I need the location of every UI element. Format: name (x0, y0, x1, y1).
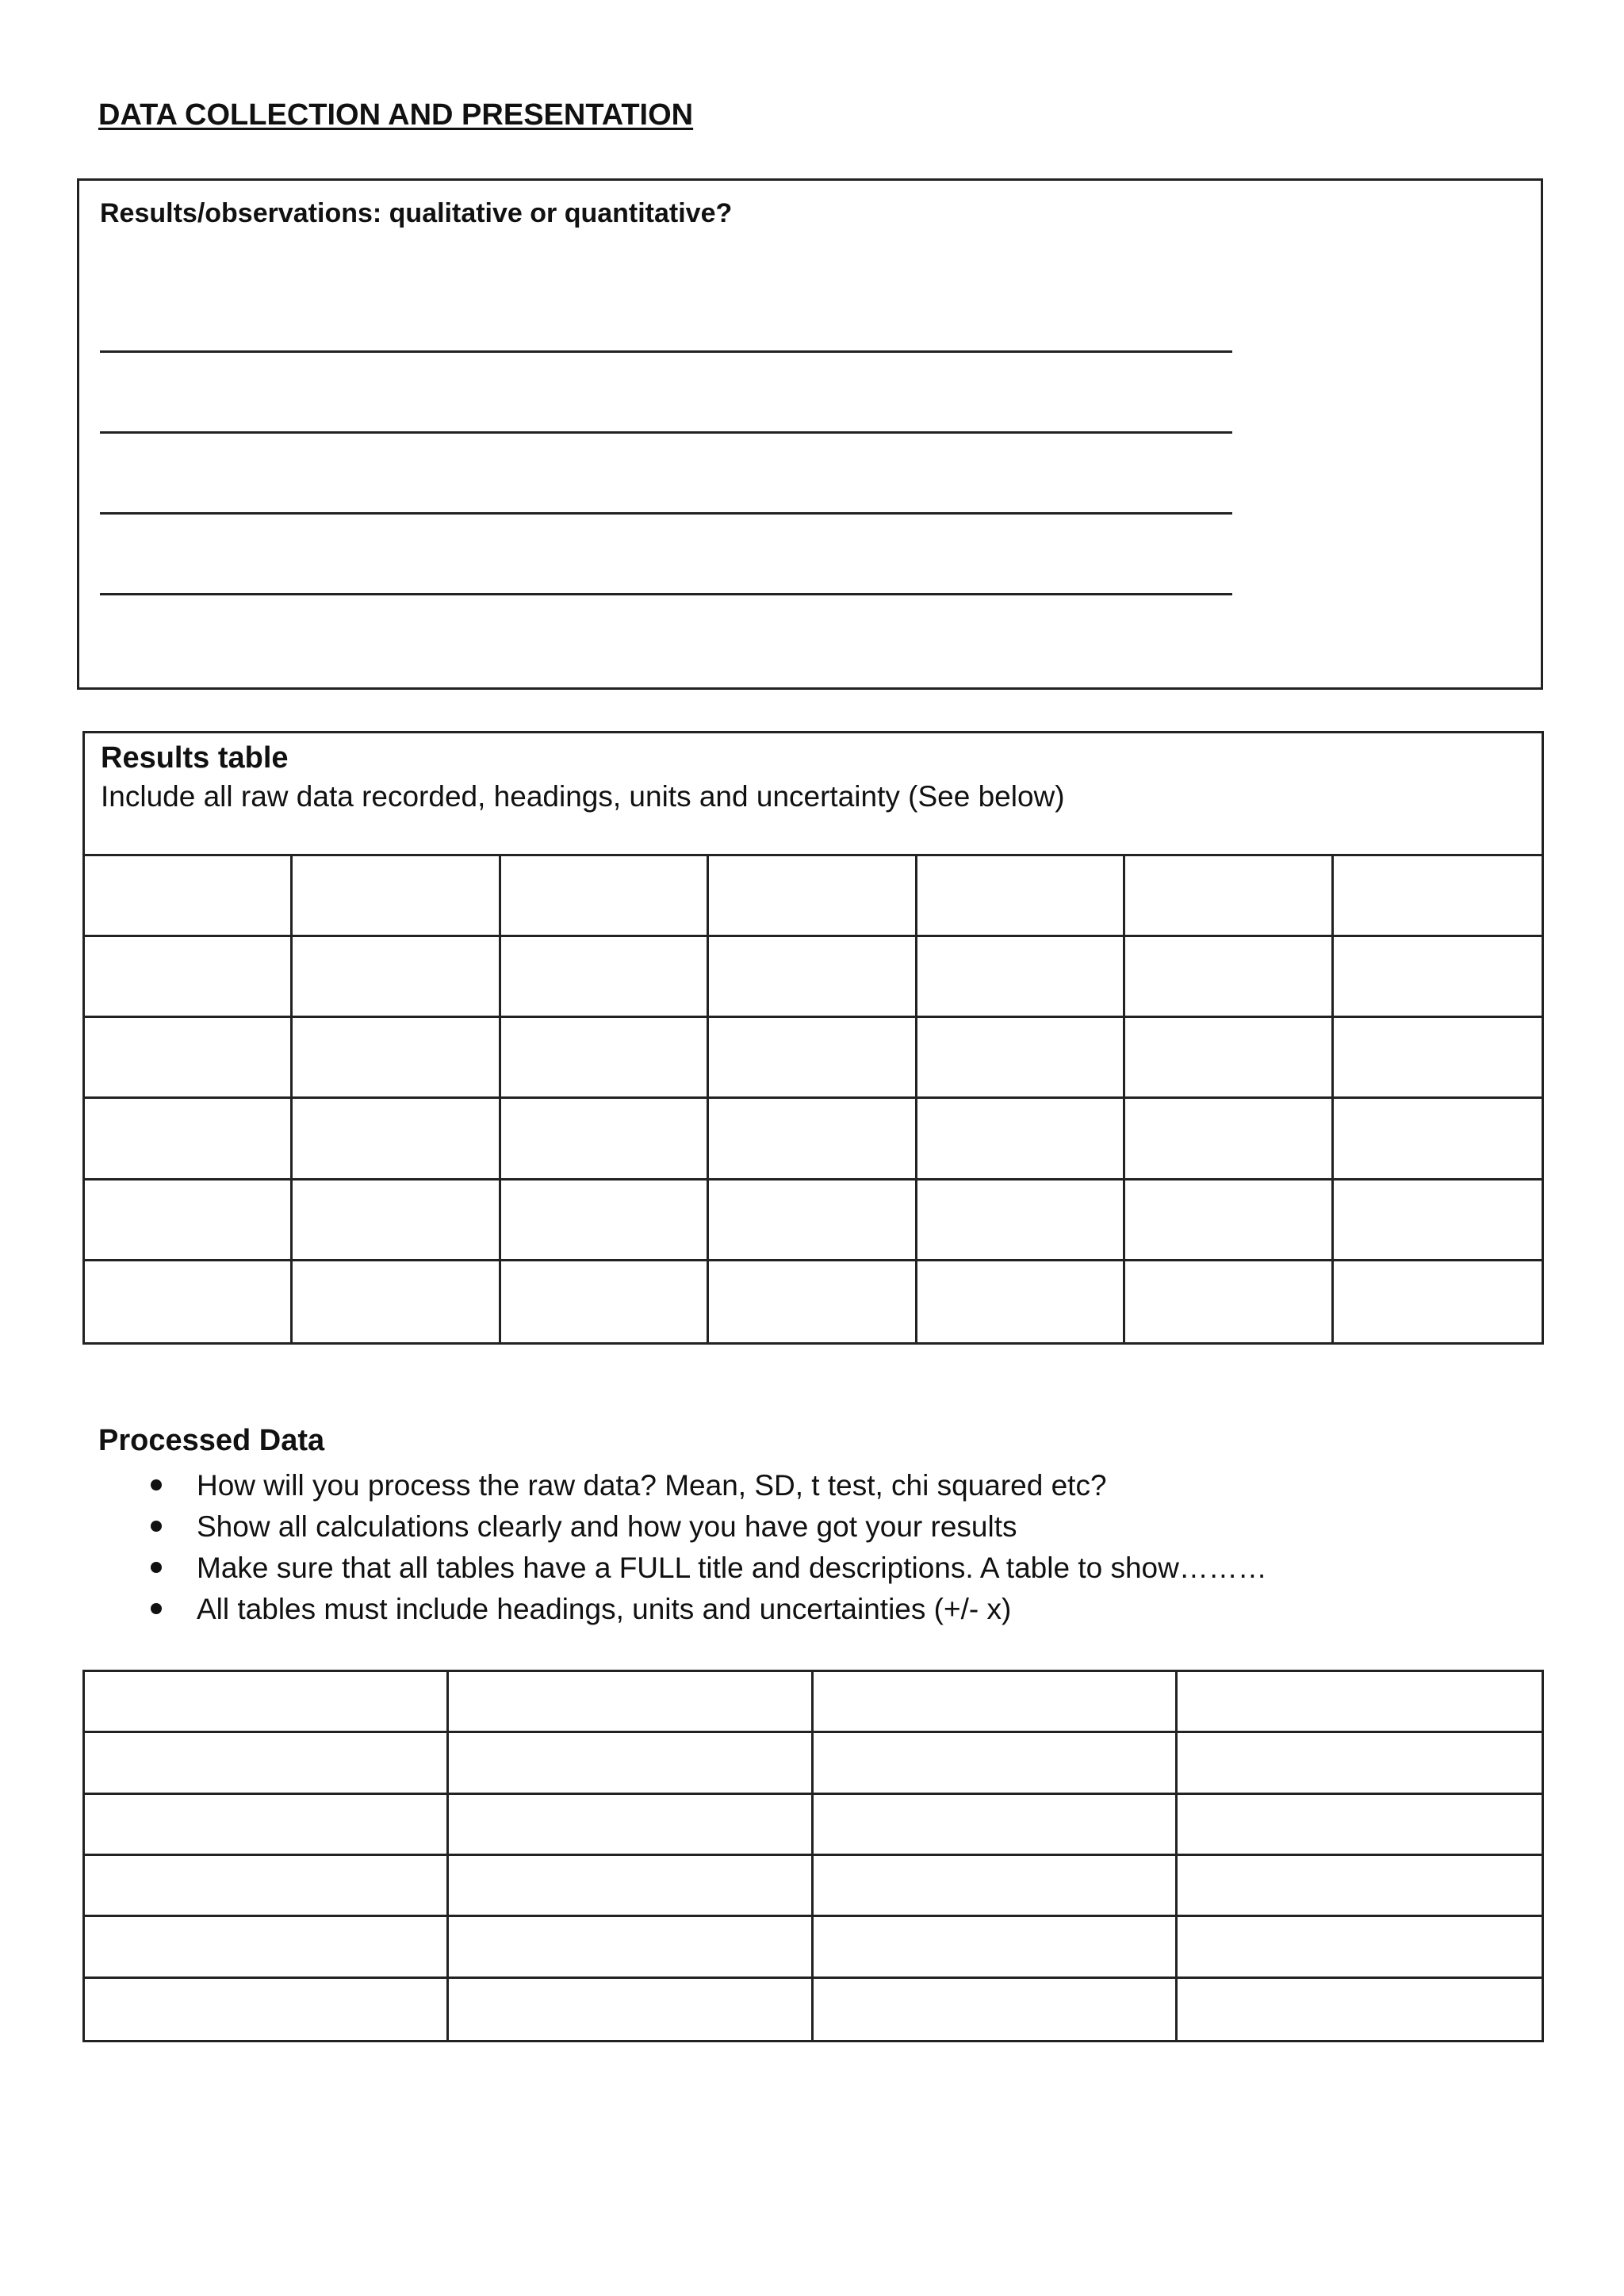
bullet-dot-icon (151, 1562, 162, 1573)
table-cell[interactable] (85, 1733, 449, 1794)
table-cell[interactable] (449, 1856, 813, 1917)
bullet-dot-icon (151, 1603, 162, 1614)
bullet-dot-icon (151, 1521, 162, 1532)
table-cell[interactable] (917, 937, 1125, 1018)
table-cell[interactable] (85, 1181, 293, 1261)
table-cell[interactable] (449, 1979, 813, 2040)
table-cell[interactable] (1178, 1979, 1542, 2040)
table-cell[interactable] (501, 856, 709, 937)
bullet-dot-icon (151, 1479, 162, 1490)
page-title: DATA COLLECTION AND PRESENTATION (98, 98, 694, 132)
table-cell[interactable] (1178, 1733, 1542, 1794)
table-cell[interactable] (814, 1979, 1178, 2040)
table-cell[interactable] (293, 1261, 500, 1342)
table-cell[interactable] (917, 1018, 1125, 1099)
table-cell[interactable] (85, 1261, 293, 1342)
table-cell[interactable] (814, 1856, 1178, 1917)
table-cell[interactable] (709, 937, 917, 1018)
table-cell[interactable] (709, 856, 917, 937)
bullet-text: All tables must include headings, units and uncertainties (+/- x) (197, 1593, 1012, 1625)
table-cell[interactable] (1334, 937, 1542, 1018)
table-cell[interactable] (917, 1099, 1125, 1180)
table-cell[interactable] (293, 1181, 500, 1261)
table-cell[interactable] (501, 1099, 709, 1180)
table-cell[interactable] (917, 1261, 1125, 1342)
table-cell[interactable] (85, 856, 293, 937)
bullet-text: Make sure that all tables have a FULL title and descriptions. A table to show……… (197, 1552, 1267, 1584)
table-cell[interactable] (917, 1181, 1125, 1261)
answer-line[interactable] (100, 593, 1232, 595)
bullet-item (147, 1548, 1267, 1589)
table-cell[interactable] (1334, 1261, 1542, 1342)
bullet-text: How will you process the raw data? Mean, SD, t test, chi squared etc? (197, 1469, 1107, 1502)
table-cell[interactable] (1178, 1917, 1542, 1978)
table-cell[interactable] (85, 937, 293, 1018)
table-cell[interactable] (85, 1979, 449, 2040)
table-cell[interactable] (1178, 1795, 1542, 1856)
table-cell[interactable] (449, 1917, 813, 1978)
results-grid (85, 856, 1542, 1342)
bullet-item (147, 1506, 1267, 1548)
table-cell[interactable] (917, 856, 1125, 937)
table-cell[interactable] (449, 1795, 813, 1856)
table-cell[interactable] (1334, 1018, 1542, 1099)
answer-line[interactable] (100, 431, 1232, 434)
results-table-header (85, 733, 1542, 856)
table-cell[interactable] (709, 1099, 917, 1180)
table-cell[interactable] (1178, 1856, 1542, 1917)
table-cell[interactable] (1125, 856, 1333, 937)
results-table (82, 731, 1544, 1345)
processed-data-table (82, 1670, 1544, 2042)
table-cell[interactable] (501, 937, 709, 1018)
table-cell[interactable] (501, 1181, 709, 1261)
table-cell[interactable] (814, 1795, 1178, 1856)
table-cell[interactable] (501, 1261, 709, 1342)
table-cell[interactable] (1334, 1181, 1542, 1261)
observations-heading: Results/observations: qualitative or quantitative? (100, 198, 733, 228)
table-cell[interactable] (85, 1795, 449, 1856)
answer-line[interactable] (100, 350, 1232, 353)
table-cell[interactable] (85, 1018, 293, 1099)
bullet-item (147, 1465, 1267, 1506)
table-cell[interactable] (814, 1672, 1178, 1733)
table-cell[interactable] (85, 1917, 449, 1978)
table-cell[interactable] (1125, 1261, 1333, 1342)
bullet-text: Show all calculations clearly and how you have got your results (197, 1510, 1017, 1543)
table-cell[interactable] (709, 1181, 917, 1261)
table-cell[interactable] (1125, 1018, 1333, 1099)
table-cell[interactable] (293, 1099, 500, 1180)
bullet-item (147, 1589, 1267, 1630)
table-cell[interactable] (1125, 1181, 1333, 1261)
processed-data-bullets (147, 1465, 1267, 1630)
table-cell[interactable] (814, 1917, 1178, 1978)
table-cell[interactable] (293, 856, 500, 937)
answer-line[interactable] (100, 512, 1232, 515)
table-cell[interactable] (1125, 937, 1333, 1018)
observations-box (77, 178, 1543, 690)
table-cell[interactable] (1334, 856, 1542, 937)
processed-grid (85, 1672, 1542, 2040)
table-cell[interactable] (1125, 1099, 1333, 1180)
table-cell[interactable] (449, 1672, 813, 1733)
processed-data-title: Processed Data (98, 1424, 325, 1457)
results-table-title: Results table (101, 741, 289, 775)
table-cell[interactable] (449, 1733, 813, 1794)
table-cell[interactable] (709, 1261, 917, 1342)
table-cell[interactable] (1334, 1099, 1542, 1180)
results-table-instructions: Include all raw data recorded, headings, units and uncertainty (See below) (101, 780, 1065, 813)
table-cell[interactable] (293, 1018, 500, 1099)
table-cell[interactable] (1178, 1672, 1542, 1733)
table-cell[interactable] (814, 1733, 1178, 1794)
table-cell[interactable] (709, 1018, 917, 1099)
table-cell[interactable] (85, 1856, 449, 1917)
table-cell[interactable] (293, 937, 500, 1018)
table-cell[interactable] (501, 1018, 709, 1099)
table-cell[interactable] (85, 1672, 449, 1733)
table-cell[interactable] (85, 1099, 293, 1180)
